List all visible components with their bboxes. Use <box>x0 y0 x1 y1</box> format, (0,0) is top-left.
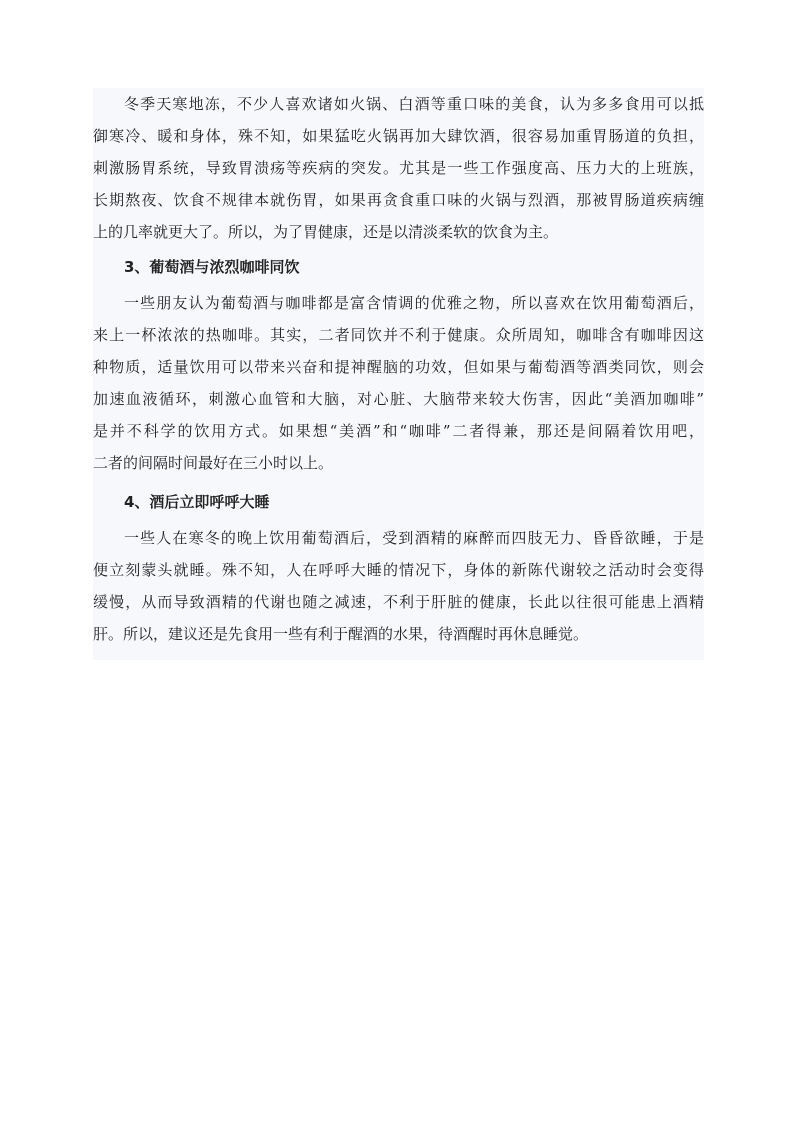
document-body <box>93 88 704 660</box>
section-heading-3: 3、葡萄酒与浓烈咖啡同饮 <box>124 258 300 276</box>
text-line: 来上一杯浓浓的热咖啡。其实，二者同饮并不利于健康。众所周知，咖啡含有咖啡因这 <box>93 326 704 344</box>
text-line: 是并不科学的饮用方式。如果想“美酒”和“咖啡”二者得兼，那还是间隔着饮用吧， <box>93 422 704 440</box>
text-line: 加速血液循环，刺激心血管和大脑，对心脏、大脑带来较大伤害，因此“美酒加咖啡” <box>93 390 704 408</box>
paragraph-section-3 <box>93 287 704 479</box>
paragraph-intro <box>93 88 704 248</box>
text-line: 御寒冷、暖和身体，殊不知，如果猛吃火锅再加大肆饮酒，很容易加重胃肠道的负担， <box>93 127 704 145</box>
text-line: 缓慢，从而导致酒精的代谢也随之减速，不利于肝脏的健康，长此以往很可能患上酒精 <box>93 593 704 611</box>
text-line: 种物质，适量饮用可以带来兴奋和提神醒脑的功效，但如果与葡萄酒等酒类同饮，则会 <box>93 358 704 376</box>
text-line: 二者的间隔时间最好在三小时以上。 <box>93 454 334 472</box>
text-line: 冬季天寒地冻，不少人喜欢诸如火锅、白酒等重口味的美食，认为多多食用可以抵 <box>124 95 704 113</box>
text-line: 便立刻蒙头就睡。殊不知，人在呼呼大睡的情况下，身体的新陈代谢较之活动时会变得 <box>93 561 704 579</box>
text-line: 上的几率就更大了。所以，为了胃健康，还是以清淡柔软的饮食为主。 <box>93 223 559 241</box>
paragraph-section-4 <box>93 522 704 650</box>
text-line: 肝。所以，建议还是先食用一些有利于醒酒的水果，待酒醒时再休息睡觉。 <box>93 625 589 643</box>
text-line: 一些人在寒冬的晚上饮用葡萄酒后，受到酒精的麻醉而四肢无力、昏昏欲睡，于是 <box>124 529 704 547</box>
text-line: 长期熬夜、饮食不规律本就伤胃，如果再贪食重口味的火锅与烈酒，那被胃肠道疾病缠 <box>93 191 704 209</box>
section-heading-4: 4、酒后立即呼呼大睡 <box>124 493 270 511</box>
text-line: 刺激肠胃系统，导致胃溃疡等疾病的突发。尤其是一些工作强度高、压力大的上班族， <box>93 159 704 177</box>
text-line: 一些朋友认为葡萄酒与咖啡都是富含情调的优雅之物，所以喜欢在饮用葡萄酒后， <box>124 294 704 312</box>
